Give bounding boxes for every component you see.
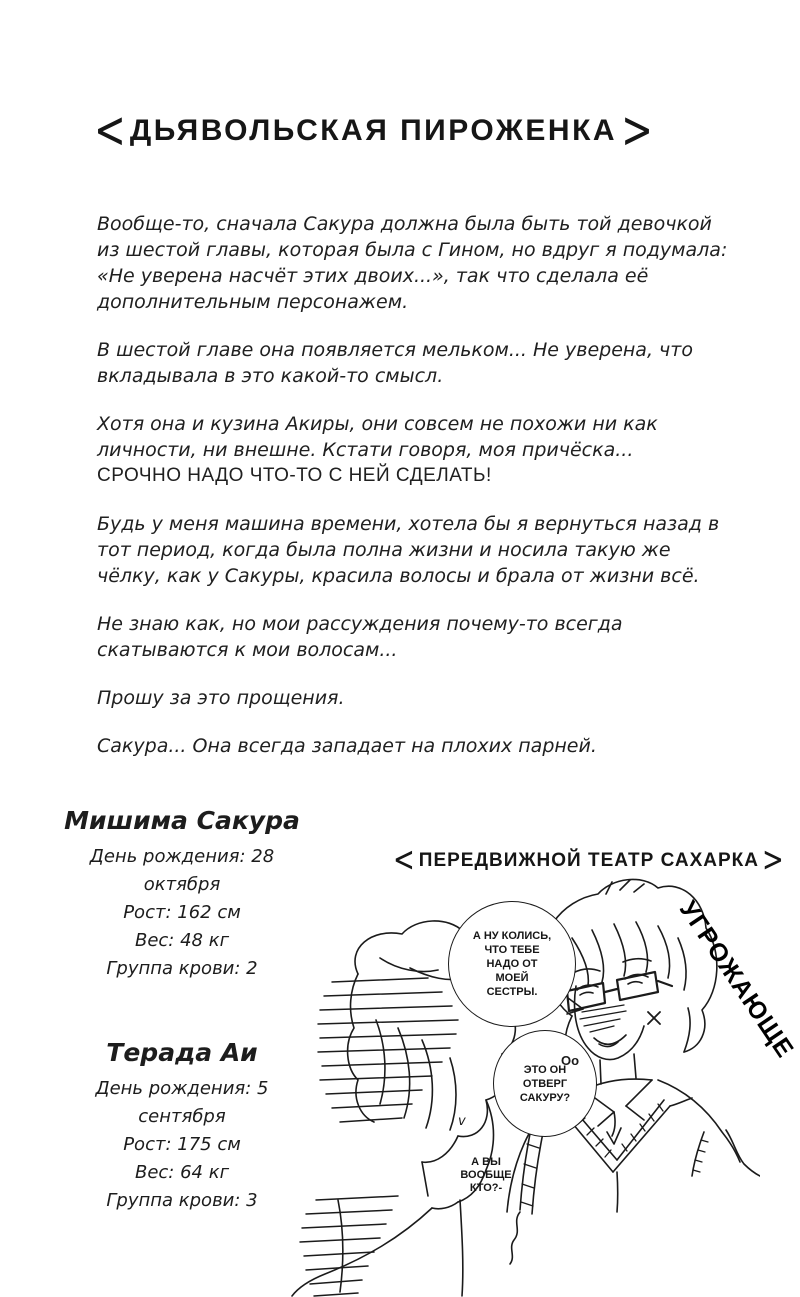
profile-stat-blood: Группа крови: 2: [106, 958, 258, 979]
tiny-v-mark: v: [458, 1114, 466, 1129]
theater-section-title: [390, 839, 785, 881]
paragraph-3-text: Хотя она и кузина Акиры, они совсем не похожи ни как личности, ни внешне. Кстати говоря, моя причёска...: [97, 413, 658, 461]
profile-name: Мишима Сакура: [64, 806, 300, 835]
paragraph-5: Не знаю как, но мои рассуждения почему-то всегда скатываются к мои волосам...: [97, 613, 623, 661]
paragraph-3-shout: СРОЧНО НАДО ЧТО-ТО С НЕЙ СДЕЛАТЬ!: [97, 465, 492, 486]
title-bracket-left-icon: <: [94, 100, 126, 160]
profile-stat-height: Рост: 162 см: [123, 902, 241, 923]
page-title-text: ДЬЯВОЛЬСКАЯ ПИРОЖЕНКА: [129, 114, 618, 147]
profile-stat-height: Рост: 175 см: [123, 1134, 241, 1155]
profile-stat-birthday: День рождения: 5 сентября: [95, 1078, 269, 1127]
anger-mark-icon: [648, 1012, 660, 1024]
paragraph-7: Сакура... Она всегда западает на плохих парней.: [97, 735, 597, 757]
profile-stat-weight: Вес: 48 кг: [134, 930, 230, 951]
sfx-threatening-text: УГРОЖАЮЩЕ: [673, 896, 800, 1064]
speech-bubble-text: А НУ КОЛИСЬ, ЧТО ТЕБЕ НАДО ОТ МОЕЙ СЕСТРЫ.: [472, 930, 552, 998]
profile-stat-birthday: День рождения: 28 октября: [89, 846, 275, 895]
blush-lines: [580, 1005, 626, 1032]
profile-stat-blood: Группа крови: 3: [106, 1190, 258, 1211]
speech-bubble-sister: [448, 901, 576, 1027]
theater-bracket-right-icon: >: [761, 839, 785, 881]
paragraph-4: Будь у меня машина времени, хотела бы я вернуться назад в тот период, когда была полна жизни и носила такую же чёлку, как у Сакуры, красила волосы и брала от жизни всё.: [97, 513, 720, 587]
speech-bubble-text: ЭТО ОН ОТВЕРГ САКУРУ?: [519, 1063, 571, 1104]
theater-bracket-left-icon: <: [393, 839, 416, 881]
page-title: [90, 100, 657, 160]
profile-card-ai: [50, 1038, 314, 1215]
floating-question-text: А ВЫ ВООБЩЕ КТО?-: [460, 1156, 512, 1194]
theater-title-text: ПЕРЕДВИЖНОЙ ТЕАТР САХАРКА: [418, 850, 759, 871]
paragraph-3: [97, 411, 733, 489]
author-notes: [97, 211, 733, 781]
profile-name: Терада Аи: [106, 1038, 258, 1067]
profile-stat-weight: Вес: 64 кг: [134, 1162, 230, 1183]
paragraph-1: Вообще-то, сначала Сакура должна была быть той девочкой из шестой главы, которая была с Гином, но вдруг я подумала: «Не уверена насчёт этих двоих...», так что сделала её дополнительным персонажем.: [97, 213, 728, 313]
paragraph-2: В шестой главе она появляется мельком... Не уверена, что вкладывала в это какой-то смысл.: [97, 339, 693, 387]
emote-text: Оо: [561, 1053, 580, 1068]
paragraph-6: Прошу за это прощения.: [97, 687, 345, 709]
title-bracket-right-icon: >: [621, 100, 653, 160]
armhole-rib-marks: [693, 1140, 708, 1172]
speech-bubble-rejected: [493, 1030, 597, 1137]
profile-card-sakura: [50, 806, 314, 983]
